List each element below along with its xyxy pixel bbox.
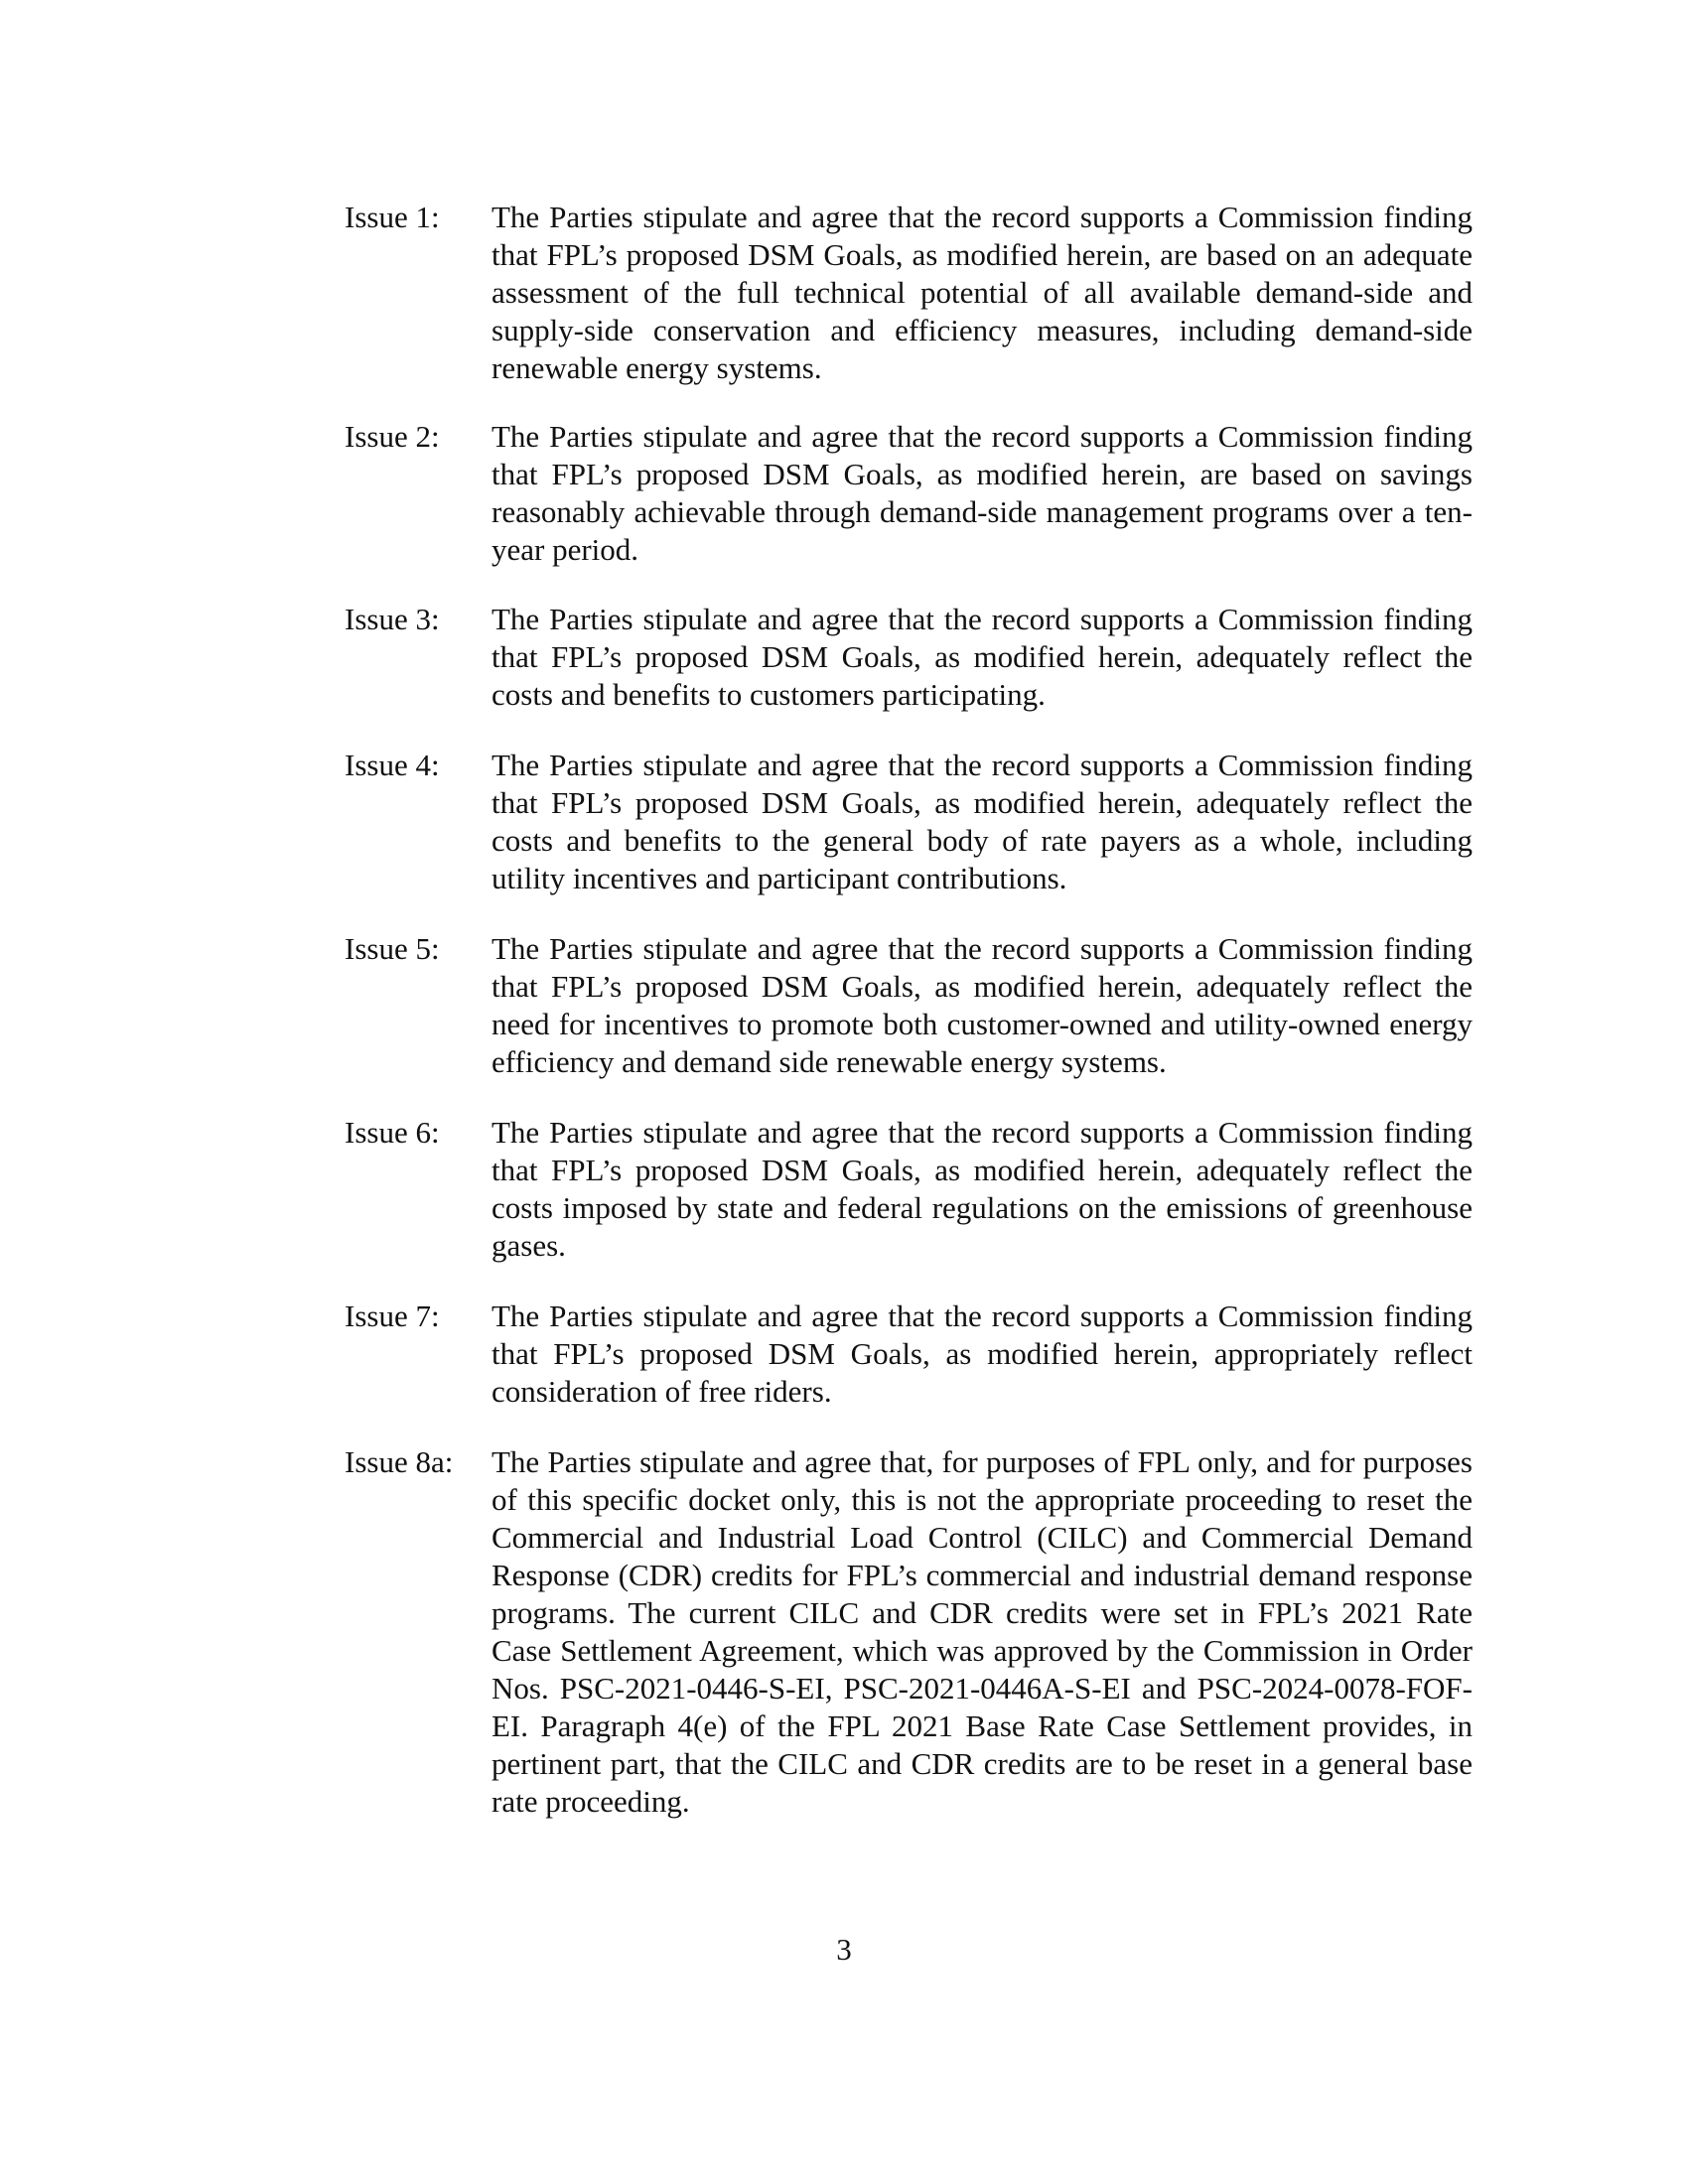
issue-text: The Parties stipulate and agree that the record supports a Commission finding that FPL’s proposed DSM Goals, as modified herein, are based on savings reasonably achievable through demand-side management programs over a ten-year period. bbox=[492, 419, 1473, 567]
issue-label: Issue 4: bbox=[345, 748, 440, 782]
issue-label: Issue 7: bbox=[345, 1298, 440, 1333]
issue-label: Issue 3: bbox=[345, 602, 440, 636]
issue-3 bbox=[345, 601, 1477, 714]
page-number: 3 bbox=[836, 1932, 852, 1967]
issue-text: The Parties stipulate and agree that the record supports a Commission finding that FPL’s proposed DSM Goals, as modified herein, adequately reflect the costs imposed by state and federal regulations on the emissions of greenhouse gases. bbox=[492, 1115, 1473, 1263]
issue-8a bbox=[345, 1443, 1477, 1821]
issue-text: The Parties stipulate and agree that, for purposes of FPL only, and for purposes of this specific docket only, this is not the appropriate proceeding to reset the Commercial and Industrial Load Control (CILC) and Commercial Demand Response (CDR) credits for FPL’s commercial and industrial demand response programs. The current CILC and CDR credits were set in FPL’s 2021 Rate Case Settlement Agreement, which was approved by the Commission in Order Nos. PSC-2021-0446-S-EI, PSC-2021-0446A-S-EI and PSC-2024-0078-FOF-EI. Paragraph 4(e) of the FPL 2021 Base Rate Case Settlement provides, in pertinent part, that the CILC and CDR credits are to be reset in a general base rate proceeding. bbox=[492, 1444, 1473, 1819]
issue-text: The Parties stipulate and agree that the record supports a Commission finding that FPL’s proposed DSM Goals, as modified herein, are based on an adequate assessment of the full technical potential of all available demand-side and supply-side conservation and efficiency measures, including demand-side renewable energy systems. bbox=[492, 200, 1473, 385]
issue-6 bbox=[345, 1114, 1477, 1265]
issue-label: Issue 6: bbox=[345, 1115, 440, 1150]
issue-5 bbox=[345, 930, 1477, 1081]
issue-4 bbox=[345, 747, 1477, 897]
issue-text: The Parties stipulate and agree that the record supports a Commission finding that FPL’s proposed DSM Goals, as modified herein, adequately reflect the costs and benefits to the general body of rate payers as a whole, including utility incentives and participant contributions. bbox=[492, 748, 1473, 895]
issue-1 bbox=[345, 199, 1477, 387]
issue-label: Issue 2: bbox=[345, 419, 440, 454]
issue-label: Issue 5: bbox=[345, 931, 440, 966]
issue-7 bbox=[345, 1297, 1477, 1411]
issue-label: Issue 1: bbox=[345, 200, 440, 234]
issue-text: The Parties stipulate and agree that the record supports a Commission finding that FPL’s proposed DSM Goals, as modified herein, adequately reflect the need for incentives to promote both customer-owned and utility-owned energy efficiency and demand side renewable energy systems. bbox=[492, 931, 1473, 1079]
issue-2 bbox=[345, 418, 1477, 569]
issue-text: The Parties stipulate and agree that the record supports a Commission finding that FPL’s proposed DSM Goals, as modified herein, adequately reflect the costs and benefits to customers participating. bbox=[492, 602, 1473, 712]
issue-label: Issue 8a: bbox=[345, 1444, 454, 1479]
issue-text: The Parties stipulate and agree that the record supports a Commission finding that FPL’s proposed DSM Goals, as modified herein, appropriately reflect consideration of free riders. bbox=[492, 1298, 1473, 1409]
